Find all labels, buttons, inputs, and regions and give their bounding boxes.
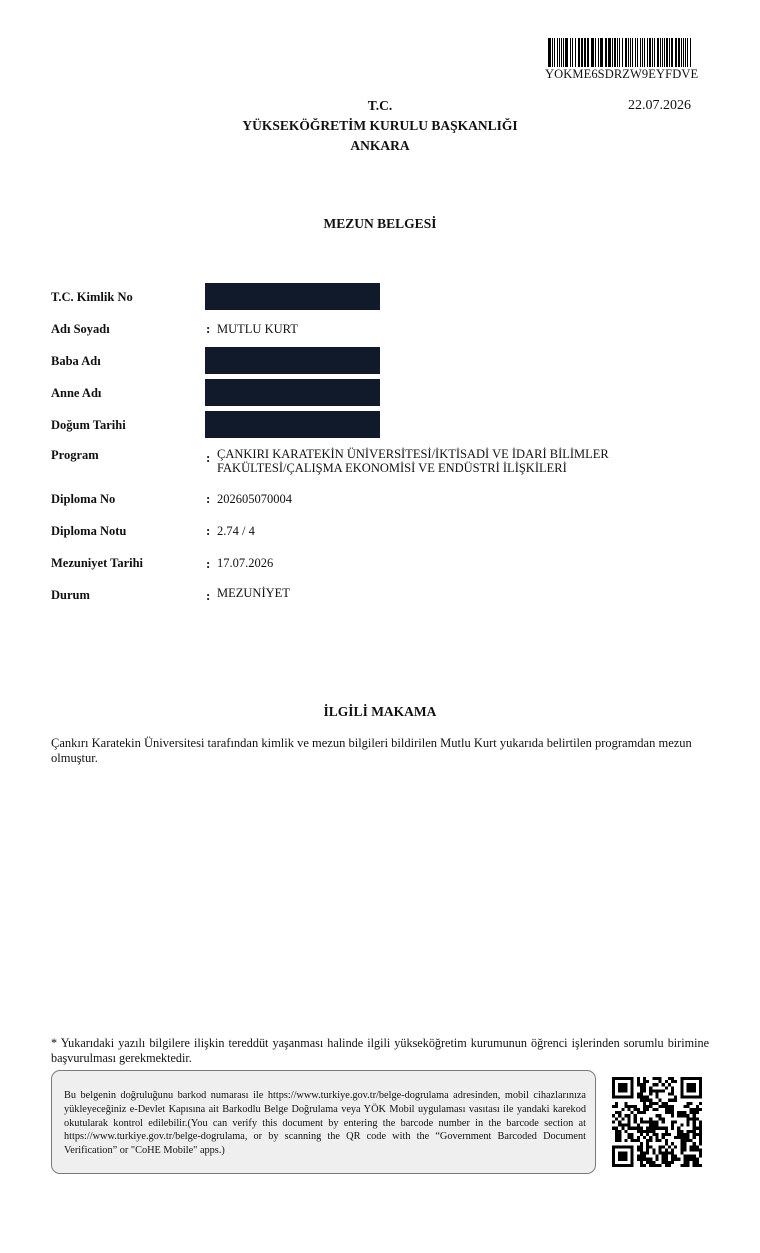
document-title: MEZUN BELGESİ [323, 216, 437, 231]
notice-body: Çankırı Karatekin Üniversitesi tarafından kimlik ve mezun bilgileri bildirilen Mutlu Kurt yukarıda belirtilen programdan mezun olmuştur. [51, 736, 692, 765]
label-mezuniyet-tarihi: Mezuniyet Tarihi [51, 556, 144, 570]
value-program [217, 447, 609, 475]
colon-diploma-no: : [206, 491, 211, 506]
footnote: * Yukarıdaki yazılı bilgilere ilişkin tereddüt yaşanması halinde ilgili yükseköğretim kurumunun öğrenci işlerinden sorumlu birimine başvurulması gerekmektedir. [51, 1036, 709, 1065]
colon-adi-soyadi: : [206, 321, 211, 336]
label-diploma-notu: Diploma Notu [51, 524, 127, 538]
label-adi-soyadi: Adı Soyadı [51, 322, 110, 336]
value-diploma-no: 202605070004 [217, 492, 292, 506]
redaction-dogum-tarihi [205, 411, 380, 438]
colon-diploma-notu: : [206, 523, 211, 538]
document-date: 22.07.2026 [628, 98, 691, 113]
value-program-line-1: ÇANKIRI KARATEKİN ÜNİVERSİTESİ/İKTİSADİ VE İDARİ BİLİMLER [217, 447, 609, 461]
label-program: Program [51, 448, 99, 462]
value-adi-soyadi: MUTLU KURT [217, 322, 298, 336]
barcode-number: YOKME6SDRZW9EYFDVE [545, 67, 699, 81]
redaction-baba-adi [205, 347, 380, 374]
value-durum: MEZUNİYET [217, 586, 290, 600]
colon-durum: : [206, 588, 211, 603]
label-baba-adi: Baba Adı [51, 354, 101, 368]
colon-mezuniyet-tarihi: : [206, 556, 211, 571]
verification-text: Bu belgenin doğruluğunu barkod numarası ile https://www.turkiye.gov.tr/belge-dogrulama adresinden, mobil cihazlarınıza yükleyeceğiniz e-Devlet Kapısına ait Barkodlu Belge Doğrulama veya YÖK Mobil uygulaması vasıtası ile yandaki karekod okutularak kontrol edilebilir.(You can verify this document by entering the barcode number in the barcode section at https://www.turkiye.gov.tr/belge-dogrulama, or by scanning the QR code with the “Government Barcoded Document Verification” or "CoHE Mobile" apps.) [64, 1090, 586, 1157]
barcode-image [548, 38, 692, 67]
colon-program: : [206, 450, 211, 465]
qr-code-image[interactable] [612, 1077, 702, 1167]
label-dogum-tarihi: Doğum Tarihi [51, 418, 126, 432]
value-diploma-notu: 2.74 / 4 [217, 524, 255, 538]
value-program-line-2: FAKÜLTESİ/ÇALIŞMA EKONOMİSİ VE ENDÜSTRİ İLİŞKİLERİ [217, 461, 567, 475]
label-durum: Durum [51, 588, 90, 602]
redaction-anne-adi [205, 379, 380, 406]
label-tc-kimlik-no: T.C. Kimlik No [51, 290, 133, 304]
redaction-tc-kimlik-no [205, 283, 380, 310]
notice-title: İLGİLİ MAKAMA [323, 704, 437, 719]
header-line-tc: T.C. [367, 98, 393, 113]
header-line-city: ANKARA [350, 138, 410, 153]
institution-header [0, 96, 760, 156]
value-mezuniyet-tarihi: 17.07.2026 [217, 556, 274, 570]
label-anne-adi: Anne Adı [51, 386, 102, 400]
label-diploma-no: Diploma No [51, 492, 116, 506]
header-line-institution: YÜKSEKÖĞRETİM KURULU BAŞKANLIĞI [242, 118, 518, 133]
